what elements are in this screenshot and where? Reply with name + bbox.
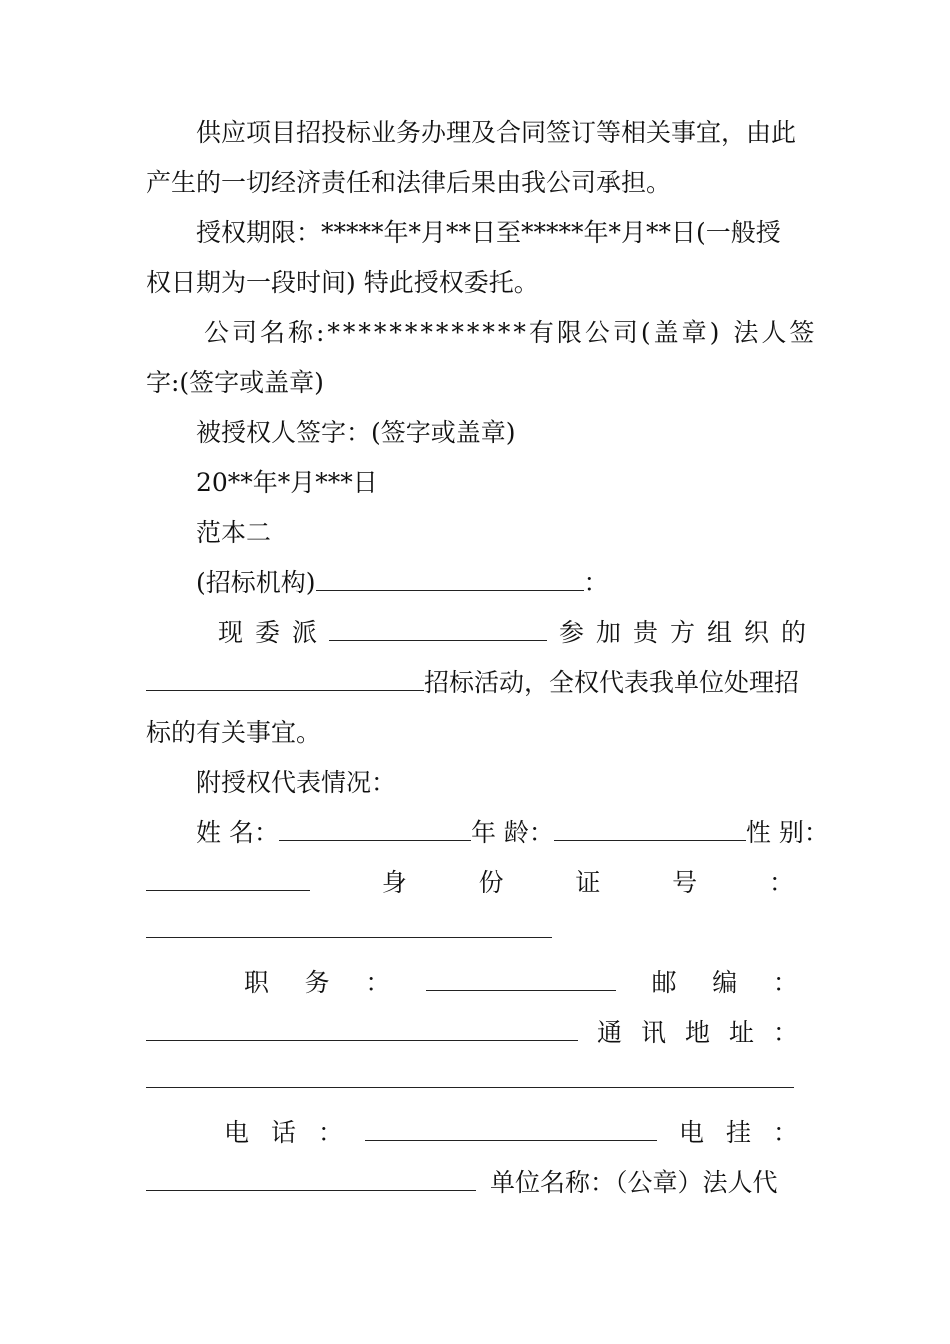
- age-blank[interactable]: [554, 813, 746, 841]
- post-char: 职: [244, 968, 270, 997]
- company-name-line: 公司名称:*************有限公司(盖章) 法人签: [204, 318, 818, 347]
- fax-char: 挂: [725, 1118, 751, 1147]
- tender-agency-line: [196, 563, 806, 603]
- delegate-line: [218, 613, 806, 653]
- paragraph-line: 标的有关事宜。: [146, 718, 322, 747]
- delegate-char: 织: [743, 618, 769, 647]
- address-blank[interactable]: [146, 1087, 794, 1088]
- name-label: 姓 名：: [196, 818, 279, 847]
- unit-name-line: [146, 1163, 806, 1203]
- name-age-gender-line: [196, 813, 829, 853]
- delegate-char: 方: [669, 618, 695, 647]
- id-char: 证: [575, 868, 601, 897]
- address-line: [146, 1013, 798, 1053]
- phone-fax-line: [224, 1113, 798, 1153]
- tender-activity-text: 招标活动，全权代表我单位处理招: [424, 668, 800, 697]
- address-char: 通: [596, 1018, 622, 1047]
- name-blank[interactable]: [279, 813, 471, 841]
- phone-blank[interactable]: [365, 1113, 657, 1141]
- delegate-char: 的: [780, 618, 806, 647]
- delegate-name-blank[interactable]: [329, 613, 547, 641]
- zip-blank[interactable]: [146, 1013, 578, 1041]
- paragraph-line: 产生的一切经济责任和法律后果由我公司承担。: [146, 168, 672, 197]
- representative-info-heading: 附授权代表情况：: [196, 768, 397, 797]
- zip-char: ：: [772, 968, 798, 997]
- phone-char: ：: [318, 1118, 344, 1147]
- authorization-period-line: 授权期限：*****年*月**日至*****年*月**日(一般授: [196, 218, 781, 247]
- fax-blank[interactable]: [146, 1163, 476, 1191]
- post-char: ：: [365, 968, 391, 997]
- date-line: 20**年*月***日: [196, 468, 378, 497]
- authorized-person-signature-line: 被授权人签字：(签字或盖章): [196, 418, 516, 447]
- paragraph-line: 权日期为一段时间) 特此授权委托。: [146, 268, 539, 297]
- id-char: 份: [478, 868, 504, 897]
- zip-char: 邮: [651, 968, 677, 997]
- section-heading: 范本二: [196, 518, 272, 547]
- id-char: 号: [672, 868, 698, 897]
- delegate-char: 贵: [632, 618, 658, 647]
- delegate-char: 组: [706, 618, 732, 647]
- fax-char: ：: [772, 1118, 798, 1147]
- delegate-word: 派: [292, 618, 318, 647]
- phone-char: 话: [271, 1118, 297, 1147]
- delegate-word: 现: [218, 618, 244, 647]
- fax-char: 电: [678, 1118, 704, 1147]
- tender-activity-line: [146, 663, 806, 703]
- gender-blank[interactable]: [146, 863, 310, 891]
- age-label: 年 龄：: [470, 818, 554, 847]
- delegate-char: 加: [595, 618, 621, 647]
- zip-char: 编: [712, 968, 738, 997]
- colon: ：: [583, 568, 609, 597]
- delegate-char: 参: [558, 618, 584, 647]
- tender-activity-blank[interactable]: [146, 663, 424, 691]
- paragraph-line: 字:(签字或盖章): [146, 368, 324, 397]
- paragraph-line: 供应项目招投标业务办理及合同签订等相关事宜，由此: [196, 118, 797, 147]
- tender-agency-blank[interactable]: [316, 563, 584, 591]
- post-char: 务: [304, 968, 330, 997]
- address-char: ：: [772, 1018, 798, 1047]
- address-char: 地: [684, 1018, 710, 1047]
- address-char: 址: [728, 1018, 754, 1047]
- id-number-line: [146, 863, 794, 903]
- delegate-word: 委: [255, 618, 281, 647]
- phone-char: 电: [224, 1118, 250, 1147]
- id-char: 身: [381, 868, 407, 897]
- post-blank[interactable]: [426, 963, 616, 991]
- id-char: ：: [768, 868, 794, 897]
- post-zip-line: [244, 963, 798, 1003]
- address-char: 讯: [640, 1018, 666, 1047]
- unit-name-text: 单位名称：（公章）法人代: [490, 1168, 778, 1197]
- gender-label: 性 别：: [745, 818, 829, 847]
- id-number-blank[interactable]: [146, 937, 552, 938]
- tender-agency-label: (招标机构): [196, 568, 316, 597]
